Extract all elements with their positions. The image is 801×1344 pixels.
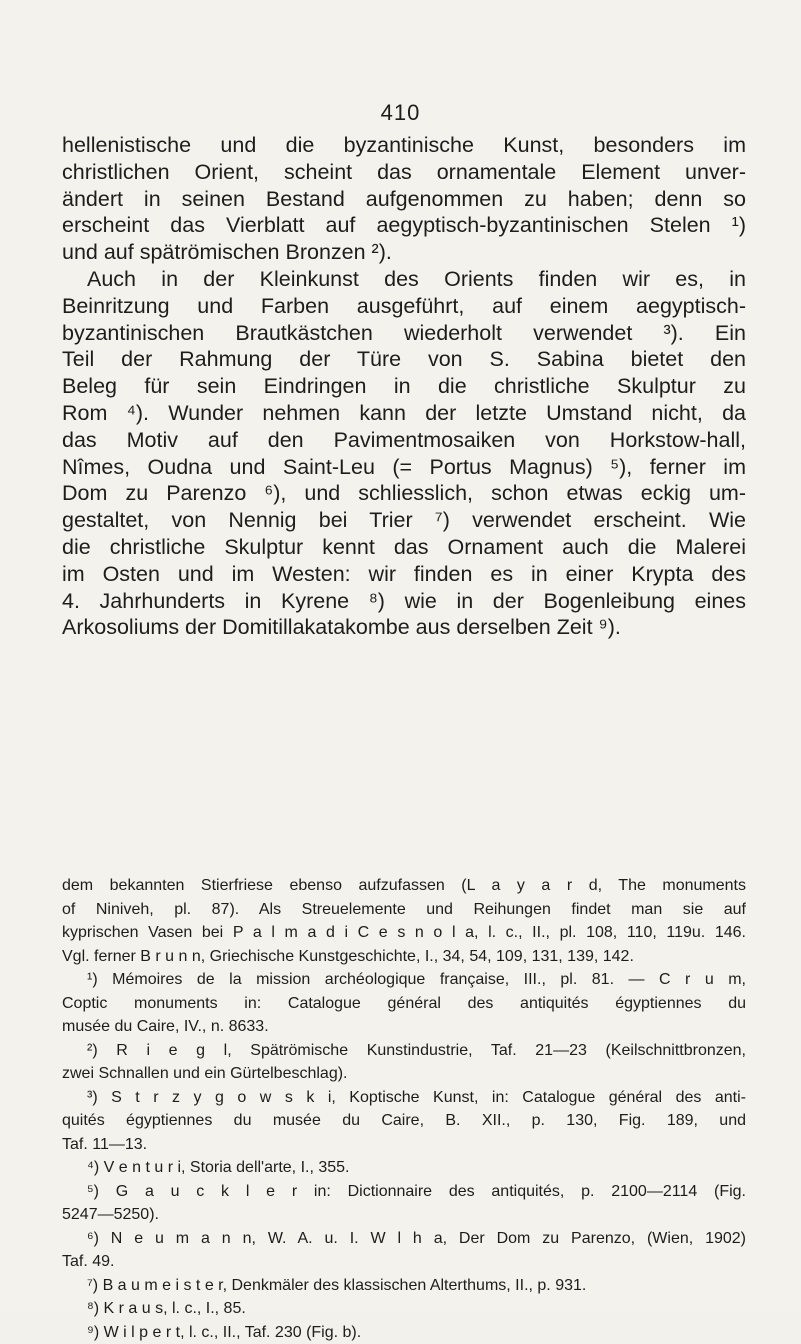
footnote-line: kyprischen Vasen bei P a l m a d i C e s n o l a, l. c., II., pl. 108, 110, 119u. 146. xyxy=(62,921,746,945)
footnote-line: dem bekannten Stierfriese ebenso aufzufassen (L a y a r d, The monuments xyxy=(62,874,746,898)
text-line: byzantinischen Brautkästchen wiederholt verwendet ³). Ein xyxy=(62,320,746,347)
footnote-5: ⁵) G a u c k l e r in: Dictionnaire des antiquités, p. 2100—2114 (Fig. xyxy=(62,1180,746,1204)
text-line: Auch in der Kleinkunst des Orients finden wir es, in xyxy=(62,266,746,293)
text-line: Beinritzung und Farben ausgeführt, auf einem aegyptisch- xyxy=(62,293,746,320)
text-line: hellenistische und die byzantinische Kunst, besonders im xyxy=(62,132,746,159)
text-line: Beleg für sein Eindringen in die christliche Skulptur zu xyxy=(62,373,746,400)
footnote-line: 5247—5250). xyxy=(62,1203,746,1227)
footnote-line: zwei Schnallen und ein Gürtelbeschlag). xyxy=(62,1062,746,1086)
text-line: ändert in seinen Bestand aufgenommen zu haben; denn so xyxy=(62,186,746,213)
footnote-8: ⁸) K r a u s, l. c., I., 85. xyxy=(62,1297,746,1321)
footnote-line: Taf. 11—13. xyxy=(62,1133,746,1157)
text-line: Rom ⁴). Wunder nehmen kann der letzte Umstand nicht, da xyxy=(62,400,746,427)
text-line: erscheint das Vierblatt auf aegyptisch-byzantinischen Stelen ¹) xyxy=(62,212,746,239)
footnote-9: ⁹) W i l p e r t, l. c., II., Taf. 230 (Fig. b). xyxy=(62,1321,746,1344)
text-line: das Motiv auf den Pavimentmosaiken von Horkstow-hall, xyxy=(62,427,746,454)
text-line: im Osten und im Westen: wir finden es in einer Krypta des xyxy=(62,561,746,588)
text-line: christlichen Orient, scheint das ornamentale Element unver- xyxy=(62,159,746,186)
text-line: Arkosoliums der Domitillakatakombe aus derselben Zeit ⁹). xyxy=(62,614,746,641)
text-line: Dom zu Parenzo ⁶), und schliesslich, schon etwas eckig um- xyxy=(62,480,746,507)
footnote-line: Vgl. ferner B r u n n, Griechische Kunstgeschichte, I., 34, 54, 109, 131, 139, 142. xyxy=(62,945,746,969)
footnote-line: Taf. 49. xyxy=(62,1250,746,1274)
text-line: Nîmes, Oudna und Saint-Leu (= Portus Magnus) ⁵), ferner im xyxy=(62,454,746,481)
text-line: und auf spätrömischen Bronzen ²). xyxy=(62,239,746,266)
main-text xyxy=(62,132,746,641)
footnote-line: musée du Caire, IV., n. 8633. xyxy=(62,1015,746,1039)
footnote-1: ¹) Mémoires de la mission archéologique française, III., pl. 81. — C r u m, xyxy=(62,968,746,992)
footnote-7: ⁷) B a u m e i s t e r, Denkmäler des klassischen Alterthums, II., p. 931. xyxy=(62,1274,746,1298)
text-line: Teil der Rahmung der Türe von S. Sabina bietet den xyxy=(62,346,746,373)
footnote-line: of Niniveh, pl. 87). Als Streuelemente und Reihungen findet man sie auf xyxy=(62,898,746,922)
text-line: 4. Jahrhunderts in Kyrene ⁸) wie in der Bogenleibung eines xyxy=(62,588,746,615)
footnote-2: ²) R i e g l, Spätrömische Kunstindustrie, Taf. 21—23 (Keilschnittbronzen, xyxy=(62,1039,746,1063)
footnote-3: ³) S t r z y g o w s k i, Koptische Kunst, in: Catalogue général des anti- xyxy=(62,1086,746,1110)
footnote-line: Coptic monuments in: Catalogue général des antiquités égyptiennes du xyxy=(62,992,746,1016)
text-line: gestaltet, von Nennig bei Trier ⁷) verwendet erscheint. Wie xyxy=(62,507,746,534)
footnote-line: quités égyptiennes du musée du Caire, B. XII., p. 130, Fig. 189, und xyxy=(62,1109,746,1133)
footnote-4: ⁴) V e n t u r i, Storia dell'arte, I., 355. xyxy=(62,1156,746,1180)
text-line: die christliche Skulptur kennt das Ornament auch die Malerei xyxy=(62,534,746,561)
page-number: 410 xyxy=(0,100,801,126)
footnotes xyxy=(62,874,746,1344)
footnote-6: ⁶) N e u m a n n, W. A. u. I. W l h a, Der Dom zu Parenzo, (Wien, 1902) xyxy=(62,1227,746,1251)
